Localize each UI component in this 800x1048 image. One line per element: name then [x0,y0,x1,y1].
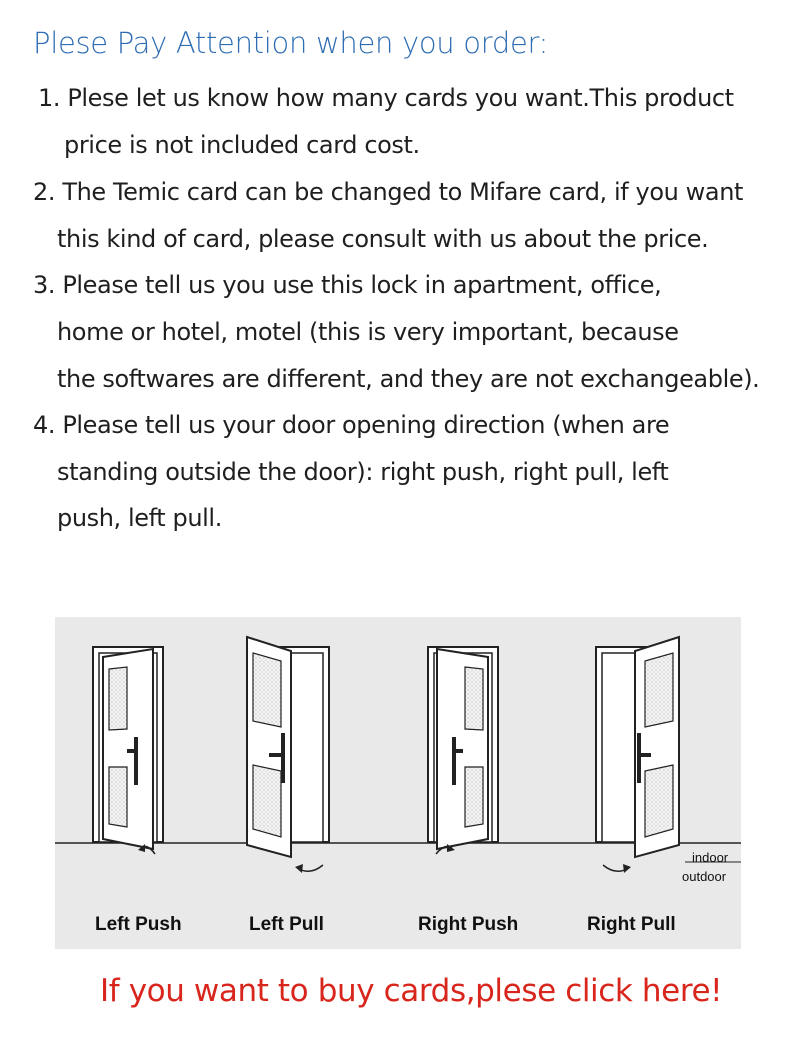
label-right-pull: Right Pull [587,914,676,935]
label-left-pull: Left Pull [249,914,324,935]
door-diagram-graphic [55,617,741,949]
left-push-door-icon [93,647,163,854]
buy-cards-link[interactable]: If you want to buy cards,plese click here! [100,973,723,1009]
note-line-1: 1. Plese let us know how many cards you want.This product [38,84,734,112]
note-line-8: 4. Please tell us your door opening direction (when are [33,411,670,439]
right-pull-door-icon [596,637,679,873]
left-pull-door-icon [247,637,329,873]
note-line-2: price is not included card cost. [64,131,420,159]
note-line-4: this kind of card, please consult with us about the price. [57,225,709,253]
note-line-6: home or hotel, motel (this is very important, because [57,318,679,346]
label-indoor: indoor [692,850,729,865]
right-push-door-icon [428,647,498,854]
note-line-5: 3. Please tell us you use this lock in apartment, office, [33,271,662,299]
label-right-push: Right Push [418,914,519,935]
label-outdoor: outdoor [682,869,727,884]
page-heading: Plese Pay Attention when you order: [33,26,549,60]
label-left-push: Left Push [95,914,182,935]
note-line-10: push, left pull. [57,504,222,532]
door-direction-diagram [55,617,741,949]
note-line-3: 2. The Temic card can be changed to Mifare card, if you want [33,178,744,206]
note-line-7: the softwares are different, and they are not exchangeable). [57,365,760,393]
note-line-9: standing outside the door): right push, right pull, left [57,458,669,486]
